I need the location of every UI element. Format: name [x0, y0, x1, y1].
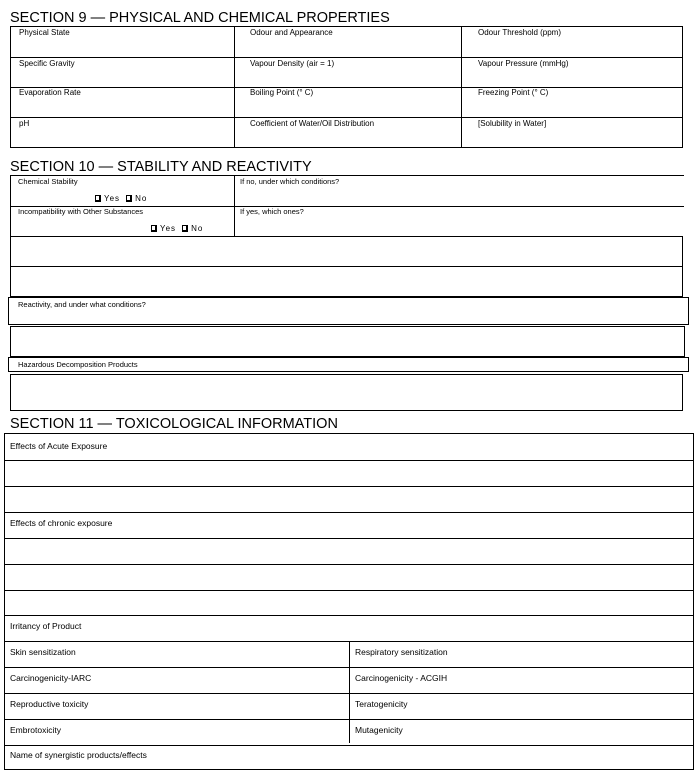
chronic-exposure-field[interactable]: Effects of chronic exposure: [10, 518, 113, 528]
if-no-conditions-field[interactable]: If no, under which conditions?: [240, 177, 340, 186]
odour-appearance-field[interactable]: Odour and Appearance: [250, 28, 333, 37]
stability-options: Yes No: [95, 194, 147, 204]
odour-threshold-field[interactable]: Odour Threshold (ppm): [478, 28, 561, 37]
mutagenicity-field[interactable]: Mutagenicity: [355, 725, 403, 735]
incompatibility-label: Incompatibility with Other Substances: [18, 207, 144, 216]
incompatibility-options: Yes No: [151, 224, 203, 234]
vapour-density-field[interactable]: Vapour Density (air = 1): [250, 59, 335, 68]
carcinogenicity-acgih-field[interactable]: Carcinogenicity - ACGIH: [355, 673, 448, 683]
section-9-title: SECTION 9 — PHYSICAL AND CHEMICAL PROPERTIES: [10, 10, 390, 26]
freezing-point-field[interactable]: Freezing Point (° C): [478, 88, 549, 97]
chemical-stability-label: Chemical Stability: [18, 177, 78, 186]
boiling-point-field[interactable]: Boiling Point (° C): [250, 88, 314, 97]
stability-blank-line-1[interactable]: [10, 236, 683, 267]
stability-blank-line-2[interactable]: [10, 266, 683, 297]
incompatibility-no-checkbox[interactable]: [182, 225, 188, 232]
teratogenicity-field[interactable]: Teratogenicity: [355, 699, 408, 709]
vapour-pressure-field[interactable]: Vapour Pressure (mmHg): [478, 59, 569, 68]
section-11-table: [4, 433, 694, 770]
ph-field[interactable]: pH: [19, 119, 30, 128]
specific-gravity-field[interactable]: Specific Gravity: [19, 59, 75, 68]
physical-state-field[interactable]: Physical State: [19, 28, 70, 37]
section-11-title: SECTION 11 — TOXICOLOGICAL INFORMATION: [10, 416, 338, 432]
evaporation-rate-field[interactable]: Evaporation Rate: [19, 88, 81, 97]
respiratory-sensitization-field[interactable]: Respiratory sensitization: [355, 647, 448, 657]
section-10-title: SECTION 10 — STABILITY AND REACTIVITY: [10, 159, 312, 175]
irritancy-field[interactable]: Irritancy of Product: [10, 621, 82, 631]
reactivity-field[interactable]: [8, 297, 689, 325]
acute-exposure-field[interactable]: Effects of Acute Exposure: [10, 441, 108, 451]
hazardous-decomposition-label: Hazardous Decomposition Products: [18, 360, 138, 369]
reactivity-label: Reactivity, and under what conditions?: [18, 300, 146, 309]
stability-no-checkbox[interactable]: [126, 195, 132, 202]
solubility-field[interactable]: [Solubility in Water]: [478, 119, 547, 128]
carcinogenicity-iarc-field[interactable]: Carcinogenicity-IARC: [10, 673, 92, 683]
reactivity-blank-line[interactable]: [10, 326, 685, 357]
section-10-stability-table: [10, 175, 684, 236]
if-yes-which-field[interactable]: If yes, which ones?: [240, 207, 304, 216]
embryotoxicity-field[interactable]: Embrotoxicity: [10, 725, 62, 735]
incompatibility-yes-checkbox[interactable]: [151, 225, 157, 232]
synergistic-products-field[interactable]: Name of synergistic products/effects: [10, 750, 147, 760]
skin-sensitization-field[interactable]: Skin sensitization: [10, 647, 76, 657]
hazardous-decomposition-blank-line[interactable]: [10, 374, 683, 411]
section-9-table: [10, 26, 683, 148]
water-oil-coefficient-field[interactable]: Coefficient of Water/Oil Distribution: [250, 119, 375, 128]
stability-yes-checkbox[interactable]: [95, 195, 101, 202]
hazardous-decomposition-field[interactable]: [8, 357, 689, 372]
reproductive-toxicity-field[interactable]: Reproductive toxicity: [10, 699, 89, 709]
